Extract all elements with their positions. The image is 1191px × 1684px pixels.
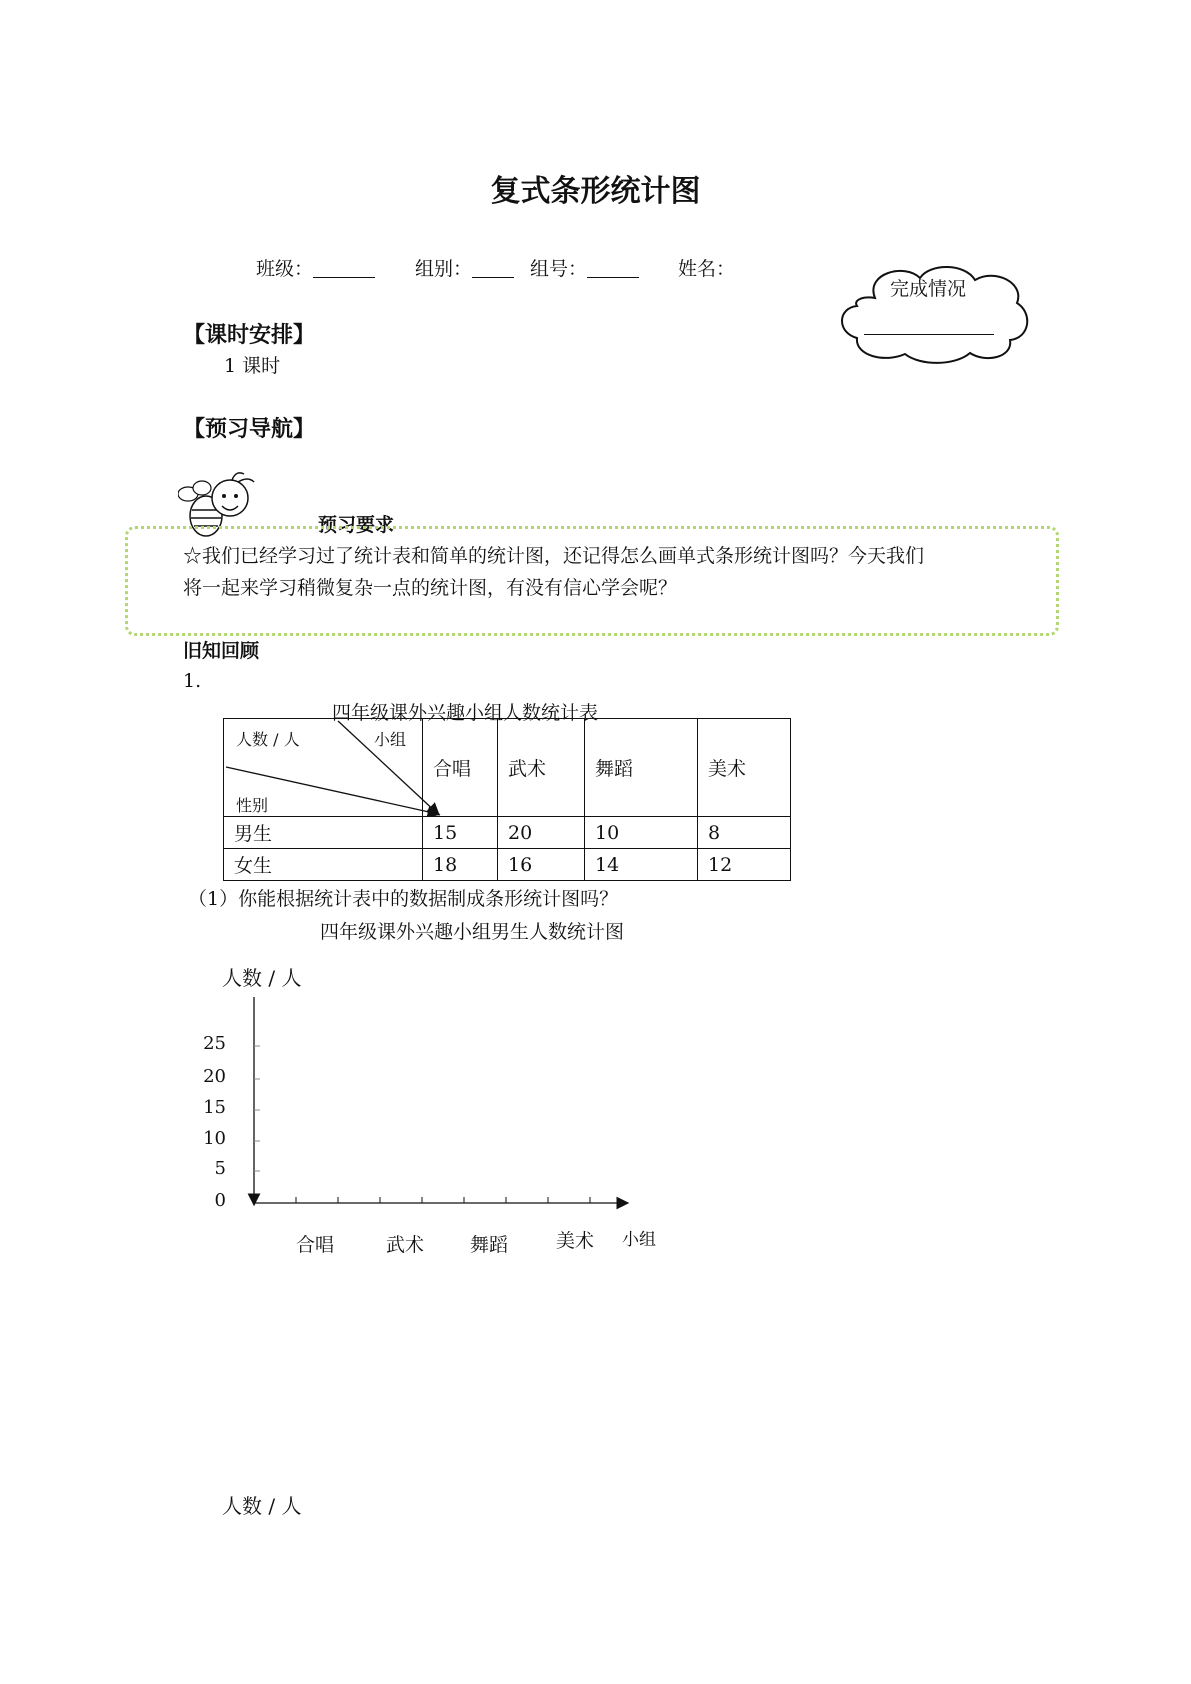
completion-blank[interactable] xyxy=(864,334,994,335)
table-row xyxy=(224,817,791,849)
table-corner-cell xyxy=(224,719,423,817)
chart-xlabel: 小组 xyxy=(622,1230,656,1250)
group-blank[interactable] xyxy=(472,259,514,278)
corner-top-right: 小组 xyxy=(374,730,407,749)
y-tick-label: 25 xyxy=(203,1033,226,1054)
x-category-label: 合唱 xyxy=(296,1234,335,1256)
x-category-label: 美术 xyxy=(556,1230,595,1252)
corner-top-left: 人数 / 人 xyxy=(236,730,300,749)
group-label: 组别： xyxy=(415,258,473,280)
group-field xyxy=(415,254,514,281)
requirement-line-2: 将一起来学习稍微复杂一点的统计图，有没有信心学会呢？ xyxy=(183,577,678,599)
requirement-title: 预习要求 xyxy=(318,514,395,536)
table-caption: 四年级课外兴趣小组人数统计表 xyxy=(332,702,599,724)
table-cell: 14 xyxy=(585,849,698,881)
class-field xyxy=(256,254,375,281)
chart-title: 四年级课外兴趣小组男生人数统计图 xyxy=(320,921,625,943)
y-tick-label: 20 xyxy=(203,1066,226,1087)
chart-ylabel: 人数 / 人 xyxy=(222,966,302,990)
column-header: 美术 xyxy=(698,719,791,817)
y-tick-label: 15 xyxy=(203,1097,226,1118)
group-no-label: 组号： xyxy=(530,258,588,280)
page-title: 复式条形统计图 xyxy=(490,174,701,209)
table-cell: 12 xyxy=(698,849,791,881)
table-cell: 20 xyxy=(498,817,585,849)
column-header: 合唱 xyxy=(423,719,498,817)
y-tick-label: 5 xyxy=(214,1158,226,1179)
bar-chart xyxy=(190,985,670,1225)
schedule-text: 1 课时 xyxy=(224,355,281,377)
table-cell: 18 xyxy=(423,849,498,881)
review-heading: 旧知回顾 xyxy=(183,640,260,662)
table-cell: 8 xyxy=(698,817,791,849)
table-cell: 15 xyxy=(423,817,498,849)
table-row xyxy=(224,849,791,881)
row-label: 男生 xyxy=(224,817,423,849)
row-label: 女生 xyxy=(224,849,423,881)
table-header-row xyxy=(224,719,791,817)
class-blank[interactable] xyxy=(313,259,375,278)
table-cell: 16 xyxy=(498,849,585,881)
table-cell: 10 xyxy=(585,817,698,849)
name-field xyxy=(678,254,735,281)
requirement-line-1: ☆我们已经学习过了统计表和简单的统计图，还记得怎么画单式条形统计图吗？今天我们 xyxy=(183,545,925,567)
statistics-table xyxy=(223,718,791,881)
corner-bottom: 性别 xyxy=(236,796,269,815)
schedule-heading: 【课时安排】 xyxy=(183,323,316,348)
group-no-blank[interactable] xyxy=(587,259,639,278)
completion-label: 完成情况 xyxy=(890,278,967,300)
question-1: （1）你能根据统计表中的数据制成条形统计图吗？ xyxy=(188,888,619,910)
second-chart-ylabel: 人数 / 人 xyxy=(222,1494,302,1518)
name-label: 姓名： xyxy=(678,258,736,280)
y-tick-label: 10 xyxy=(203,1128,226,1149)
column-header: 舞蹈 xyxy=(585,719,698,817)
x-category-label: 舞蹈 xyxy=(470,1234,509,1256)
class-label: 班级： xyxy=(256,258,314,280)
column-header: 武术 xyxy=(498,719,585,817)
review-item-number: 1. xyxy=(183,670,202,692)
y-tick-label: 0 xyxy=(214,1190,226,1211)
group-no-field xyxy=(530,254,639,281)
preview-heading: 【预习导航】 xyxy=(183,417,316,442)
x-category-label: 武术 xyxy=(386,1234,425,1256)
